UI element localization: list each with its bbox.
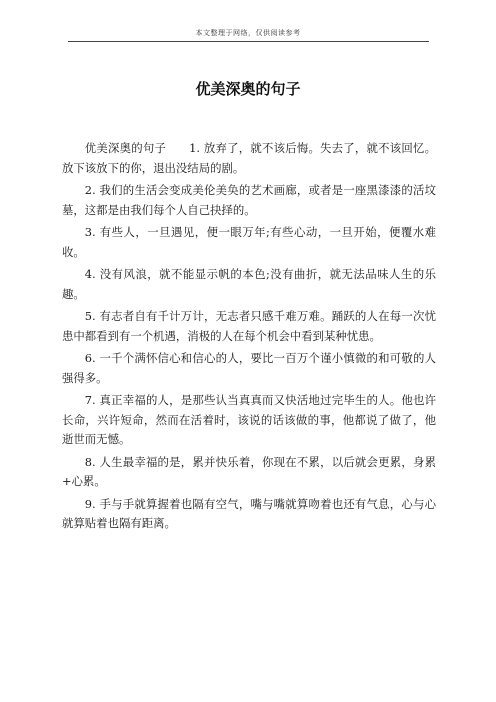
paragraph-5: 5. 有志者自有千计万计，无志者只感千难万难。踊跃的人在每一次忧患中都看到有一个机遇，消极的人在每个机会中看到某种忧患。 — [62, 309, 436, 343]
page-header-notice: 本文整理于网络，仅供阅读参考 — [195, 29, 301, 37]
paragraph-9: 9. 手与手就算握着也隔有空气，嘴与嘴就算吻着也还有气息，心与心就算贴着也隔有距离。 — [62, 496, 436, 530]
header-divider — [68, 41, 429, 42]
paragraph-4: 4. 没有风浪，就不能显示帆的本色;没有曲折，就无法品味人生的乐趣。 — [62, 267, 436, 301]
document-title: 优美深奥的句子 — [195, 80, 301, 98]
paragraph-6: 6. 一千个满怀信心和信心的人，要比一百万个谨小慎微的和可敬的人强得多。 — [62, 351, 436, 385]
paragraph-2: 2. 我们的生活会变成美伦美奂的艺术画廊，或者是一座黑漆漆的活坟墓，这都是由我们每个人自己抉择的。 — [62, 183, 436, 217]
paragraph-8: 8. 人生最幸福的是，累并快乐着，你现在不累，以后就会更累，身累+心累。 — [62, 454, 436, 488]
paragraph-3: 3. 有些人，一旦遇见，便一眼万年;有些心动，一旦开始，便覆水难收。 — [62, 225, 436, 259]
paragraph-7: 7. 真正幸福的人，是那些认当真真而又快活地过完毕生的人。他也许长命，兴许短命，然而在活着时，该说的话该做的事，他都说了做了，他逝世而无憾。 — [62, 393, 436, 446]
paragraph-1: 优美深奥的句子 1. 放弃了，就不该后悔。失去了，就不该回忆。放下该放下的你，退出没结局的剧。 — [62, 141, 436, 175]
document-body — [62, 139, 436, 537]
